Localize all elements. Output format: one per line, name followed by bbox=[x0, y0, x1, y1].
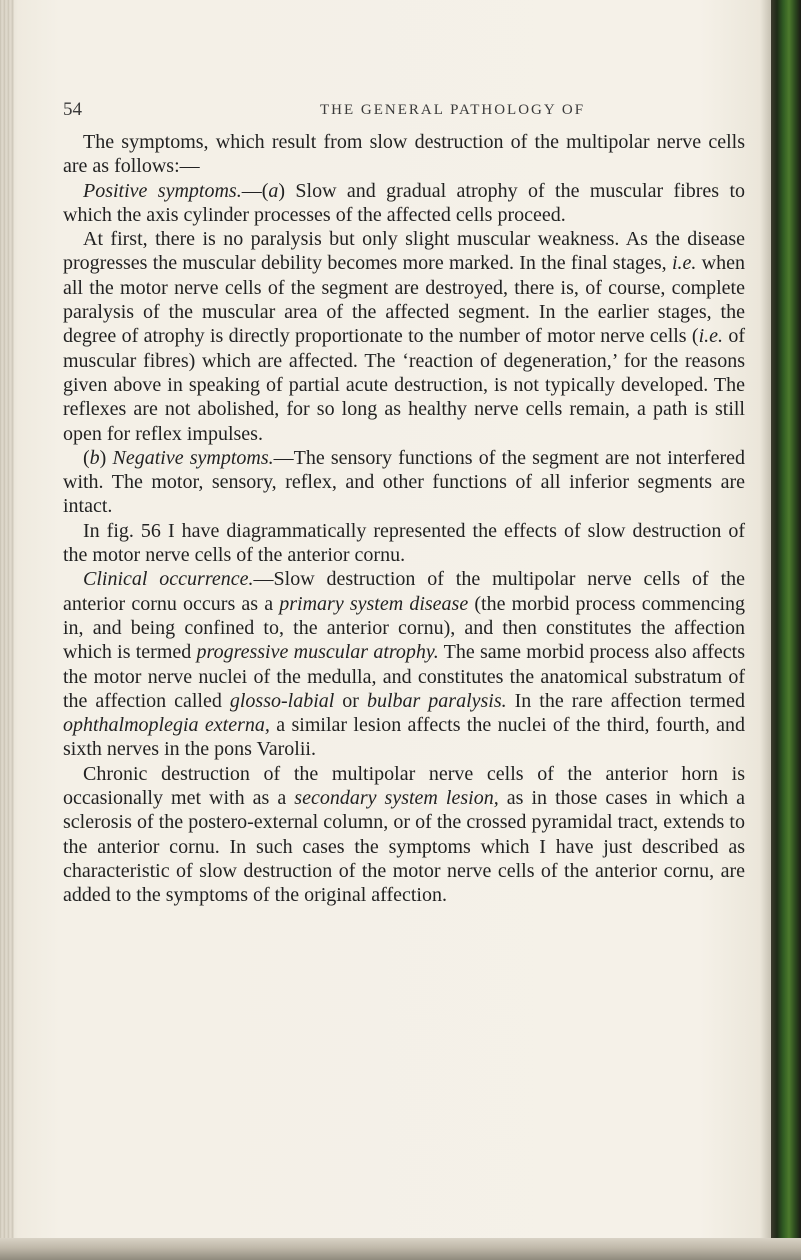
page-gutter-edge bbox=[0, 0, 14, 1260]
text-run: —Slow destruction of the multipolar nerve cells of the anterior cornu occurs as a bbox=[63, 568, 746, 615]
italic-run: i.e. bbox=[698, 325, 723, 348]
italic-run: Clinical occurrence. bbox=[83, 568, 254, 591]
page-header bbox=[0, 99, 770, 125]
text-run: or bbox=[334, 689, 367, 712]
text-run: Chronic destruction of the multipolar nerve cells of the anterior horn is occasionally met with as a bbox=[63, 762, 745, 810]
paragraph-fig-56 bbox=[63, 519, 745, 568]
text-run: ) Slow and gradual atrophy of the muscular fibres to which the axis cylinder processes of the affected cells proceed. bbox=[63, 179, 746, 226]
italic-run: Negative symptoms. bbox=[112, 446, 274, 469]
italic-run: secondary system lesion, bbox=[294, 787, 499, 810]
paragraph-chronic-destruction bbox=[63, 762, 745, 908]
italic-run: progressive muscular atrophy. bbox=[196, 641, 439, 664]
italic-run: b bbox=[89, 446, 100, 469]
paragraph-at-first bbox=[63, 227, 745, 446]
paragraph-positive-symptoms bbox=[63, 179, 745, 228]
text-run: In the rare affection termed bbox=[506, 689, 745, 712]
text-run: —( bbox=[241, 179, 269, 202]
text-run: The symptoms, which result from slow destruction of the multipolar nerve cells are as follows:— bbox=[63, 131, 745, 178]
running-title: THE GENERAL PATHOLOGY OF bbox=[320, 102, 586, 118]
text-run: of muscular fibres) which are affected. The ‘reaction of degeneration,’ for the reasons given above in speaking of partial acute destruction, is not typically developed. The reflexes are not abolished, for so long as healthy nerve cells remain, a path is still open for reflex impulses. bbox=[63, 325, 745, 445]
italic-run: Positive symptoms. bbox=[83, 179, 242, 202]
italic-run: bulbar paralysis. bbox=[366, 689, 507, 712]
italic-run: glosso-labial bbox=[229, 689, 335, 712]
text-run: as in those cases in which a sclerosis of the postero-external column, or of the crossed pyramidal tract, extends to the anterior cornu. In such cases the symptoms which I have just described as characteristic of slow destruction of the motor nerve cells of the anterior cornu, are added to the symptoms of the original affection. bbox=[63, 787, 745, 907]
body-text bbox=[63, 130, 745, 908]
page-number: 54 bbox=[63, 99, 82, 120]
italic-run: a bbox=[268, 179, 279, 202]
text-run: The same morbid process also affects the motor nerve nuclei of the medulla, and constitutes the anatomical substratum of the affection called bbox=[63, 641, 745, 712]
text-run: At first, there is no paralysis but only slight muscular weakness. As the disease progresses the muscular debility becomes more marked. In the final stages, bbox=[63, 228, 745, 275]
paragraph-intro bbox=[63, 130, 745, 179]
italic-run: ophthalmoplegia externa, bbox=[63, 714, 270, 737]
italic-run: i.e. bbox=[671, 252, 697, 275]
text-run: In fig. 56 I have diagrammatically represented the effects of slow destruction of the motor nerve cells of the anterior cornu. bbox=[63, 519, 745, 567]
text-run: ) bbox=[99, 446, 113, 469]
page-bottom-edge bbox=[0, 1238, 801, 1260]
page-right-edge bbox=[771, 0, 801, 1260]
paragraph-clinical-occurrence bbox=[63, 567, 745, 761]
text-run: (the morbid process commencing in, and being confined to, the anterior cornu), and then constitutes the affection which is termed bbox=[63, 592, 745, 664]
paragraph-negative-symptoms bbox=[63, 446, 745, 519]
text-run: a similar lesion affects the nuclei of the third, fourth, and sixth nerves in the pons Varolii. bbox=[63, 714, 745, 761]
text-run: —The sensory functions of the segment are not interfered with. The motor, sensory, reflex, and other functions of all inferior segments are intact. bbox=[63, 446, 745, 518]
text-run: when all the motor nerve cells of the segment are destroyed, there is, of course, complete paralysis of the muscular area of the affected segment. In the earlier stages, the degree of atrophy is directly proportionate to the number of motor nerve cells ( bbox=[63, 252, 745, 348]
italic-run: primary system disease bbox=[279, 592, 469, 615]
text-run: ( bbox=[83, 446, 90, 469]
